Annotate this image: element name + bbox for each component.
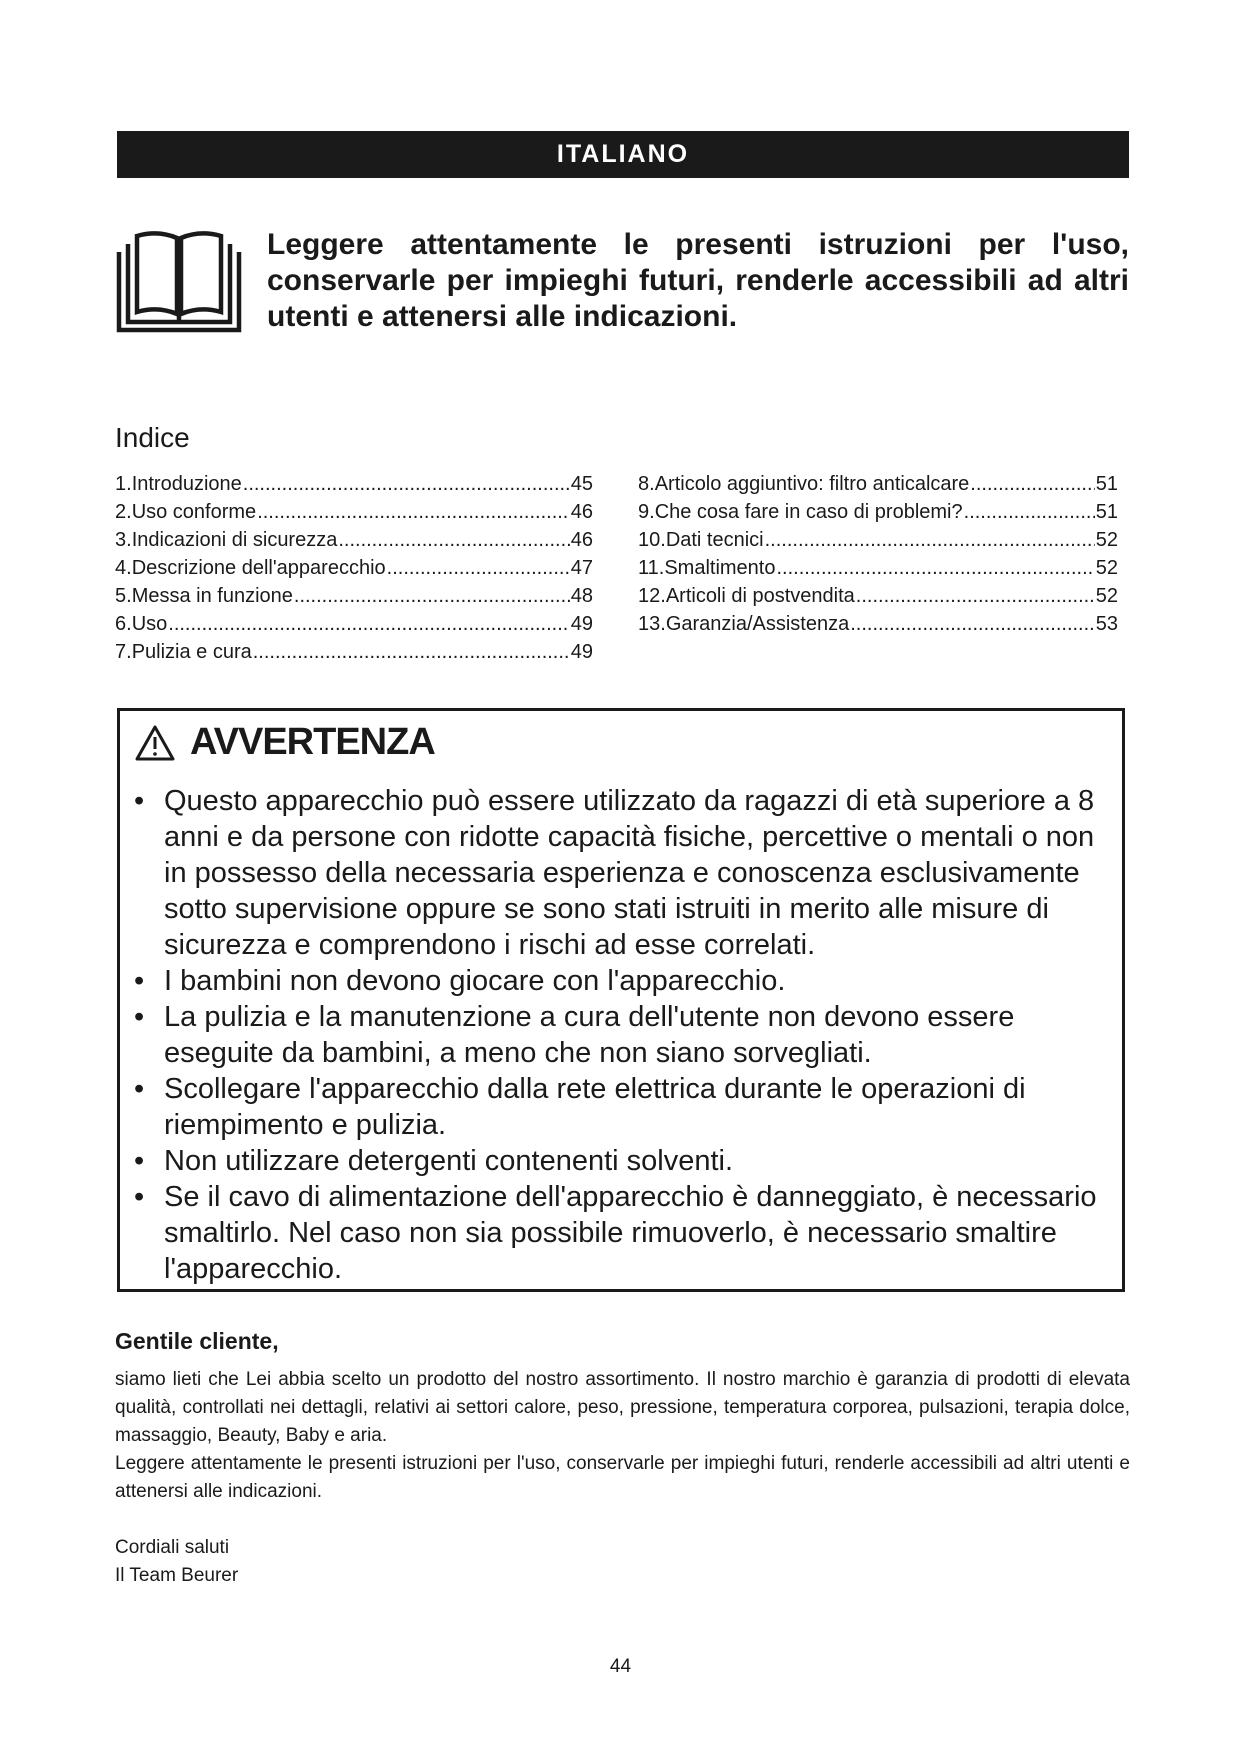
toc-entry-page: 52 [1095,529,1118,551]
toc-entry-page: 52 [1095,585,1118,607]
bullet: • [134,1145,145,1177]
toc-entry-page: 47 [570,557,593,579]
greeting-paragraph: siamo lieti che Lei abbia scelto un prodotto del nostro assortimento. Il nostro marchio è garanzia di prodotti di elevata qualità, controllati nei dettagli, relativi ai settori calore, peso, pressione, temperatura corporea, pulsazioni, terapia dolce, massaggio, Beauty, Baby e aria. [115,1369,1130,1446]
toc-entry[interactable] [638,470,1118,498]
bullet: • [134,1181,145,1213]
toc-leader [970,470,1094,498]
warning-item [134,1071,1104,1143]
warning-item [134,999,1104,1071]
toc-leader [253,638,570,666]
language-banner [117,131,1129,178]
toc-entry-title: Uso conforme [131,501,257,523]
toc-leader [856,582,1095,610]
toc-entry-page: 46 [570,501,593,523]
toc-entry[interactable] [115,470,593,498]
warning-item [134,1143,1104,1179]
closing-signature: Il Team Beurer [115,1565,239,1586]
toc-entry-number: 3. [115,529,132,551]
warning-title: AVVERTENZA [190,721,435,763]
toc-entry-number: 11. [638,557,665,579]
toc-entry-number: 4. [115,557,132,579]
toc-entry-number: 13. [638,613,666,635]
toc-entry-title: Uso [131,613,168,635]
toc-entry-page: 45 [570,473,593,495]
page-number: 44 [609,1656,632,1677]
toc-entry[interactable] [638,498,1118,526]
warning-item-text: Questo apparecchio può essere utilizzato da ragazzi di età superiore a 8 anni e da persone con ridotte capacità fisiche, percettive o mentali o non in possesso della necessaria esperienza e conoscenza esclusivamente sotto supervisione oppure se sono stati istruiti in merito alle misure di sicurezza e comprendono i rischi ad esse correlati. [164,785,1095,961]
toc-title: Indice [115,422,190,453]
toc-leader [338,526,569,554]
warning-triangle-icon [134,724,176,762]
toc-entry[interactable] [115,554,593,582]
closing [115,1534,238,1590]
toc-entry-number: 10. [638,529,666,551]
intro-text: Leggere attentamente le presenti istruzioni per l'uso, conservarle per impieghi futuri, renderle accessibili ad altri utenti e attenersi alle indicazioni. [267,228,1129,333]
toc-entry[interactable] [638,582,1118,610]
warning-list [134,783,1104,1287]
toc-entry-title: Messa in funzione [131,585,293,607]
bullet: • [134,965,145,997]
toc-entry-number: 6. [115,613,132,635]
toc-entry[interactable] [638,526,1118,554]
toc-entry-page: 51 [1095,501,1118,523]
closing-salutation: Cordiali saluti [115,1537,230,1558]
bullet: • [134,785,145,817]
toc-entry-title: Smaltimento [664,557,776,579]
toc-entry[interactable] [115,526,593,554]
toc-entry-title: Articoli di postvendita [665,585,855,607]
warning-item-text: Scollegare l'apparecchio dalla rete elettrica durante le operazioni di riempimento e pulizia. [164,1073,1026,1141]
toc-leader [243,470,570,498]
toc-entry-title: Descrizione dell'apparecchio [131,557,386,579]
toc-entry-number: 2. [115,501,132,523]
warning-item [134,963,1104,999]
toc-leader [850,610,1095,638]
toc-entry-number: 8. [638,473,655,495]
toc-entry-title: Indicazioni di sicurezza [131,529,338,551]
toc-entry[interactable] [115,582,593,610]
toc-entry[interactable] [115,610,593,638]
toc-entry-title: Articolo aggiuntivo: filtro anticalcare [654,473,970,495]
toc-leader [387,554,570,582]
toc-entry-page: 49 [570,613,593,635]
warning-item [134,1179,1104,1287]
greeting-body [115,1366,1130,1506]
toc-entry-page: 48 [570,585,593,607]
warning-box [117,708,1125,1292]
bullet: • [134,1073,145,1105]
toc-entry-title: Pulizia e cura [131,641,252,663]
warning-item-text: I bambini non devono giocare con l'apparecchio. [164,965,786,997]
toc-right-column [638,470,1118,638]
toc-leader [294,582,570,610]
toc-entry[interactable] [115,638,593,666]
toc-leader [257,498,570,526]
toc-entry-number: 1. [115,473,132,495]
toc-entry-number: 5. [115,585,132,607]
toc-leader [776,554,1094,582]
warning-item [134,783,1104,963]
warning-item-text: Non utilizzare detergenti contenenti solventi. [164,1145,734,1177]
greeting-title: Gentile cliente, [115,1328,279,1354]
toc-entry[interactable] [638,610,1118,638]
toc-entry-number: 7. [115,641,132,663]
warning-item-text: La pulizia e la manutenzione a cura dell'utente non devono essere eseguite da bambini, a meno che non siano sorvegliati. [164,1001,1015,1069]
toc-entry-page: 51 [1095,473,1118,495]
book-icon [115,230,243,338]
greeting-paragraph: Leggere attentamente le presenti istruzioni per l'uso, conservarle per impieghi futuri, renderle accessibili ad altri utenti e attenersi alle indicazioni. [115,1453,1130,1502]
toc-entry-title: Dati tecnici [665,529,764,551]
toc-left-column [115,470,593,666]
bullet: • [134,1001,145,1033]
toc-entry-title: Che cosa fare in caso di problemi? [654,501,963,523]
toc-entry-title: Garanzia/Assistenza [665,613,850,635]
toc-entry[interactable] [115,498,593,526]
toc-leader [168,610,569,638]
toc-entry-number: 12. [638,585,666,607]
toc-leader [964,498,1095,526]
toc-entry-page: 46 [570,529,593,551]
toc-leader [765,526,1095,554]
language-label: ITALIANO [556,140,690,168]
toc-entry-page: 53 [1095,613,1118,635]
toc-entry[interactable] [638,554,1118,582]
warning-item-text: Se il cavo di alimentazione dell'apparecchio è danneggiato, è necessario smaltirlo. Nel caso non sia possibile rimuoverlo, è necessario smaltire l'apparecchio. [164,1181,1097,1285]
toc-entry-number: 9. [638,501,655,523]
toc-entry-page: 52 [1095,557,1118,579]
toc-entry-page: 49 [570,641,593,663]
toc-entry-title: Introduzione [131,473,242,495]
warning-header [134,721,435,764]
